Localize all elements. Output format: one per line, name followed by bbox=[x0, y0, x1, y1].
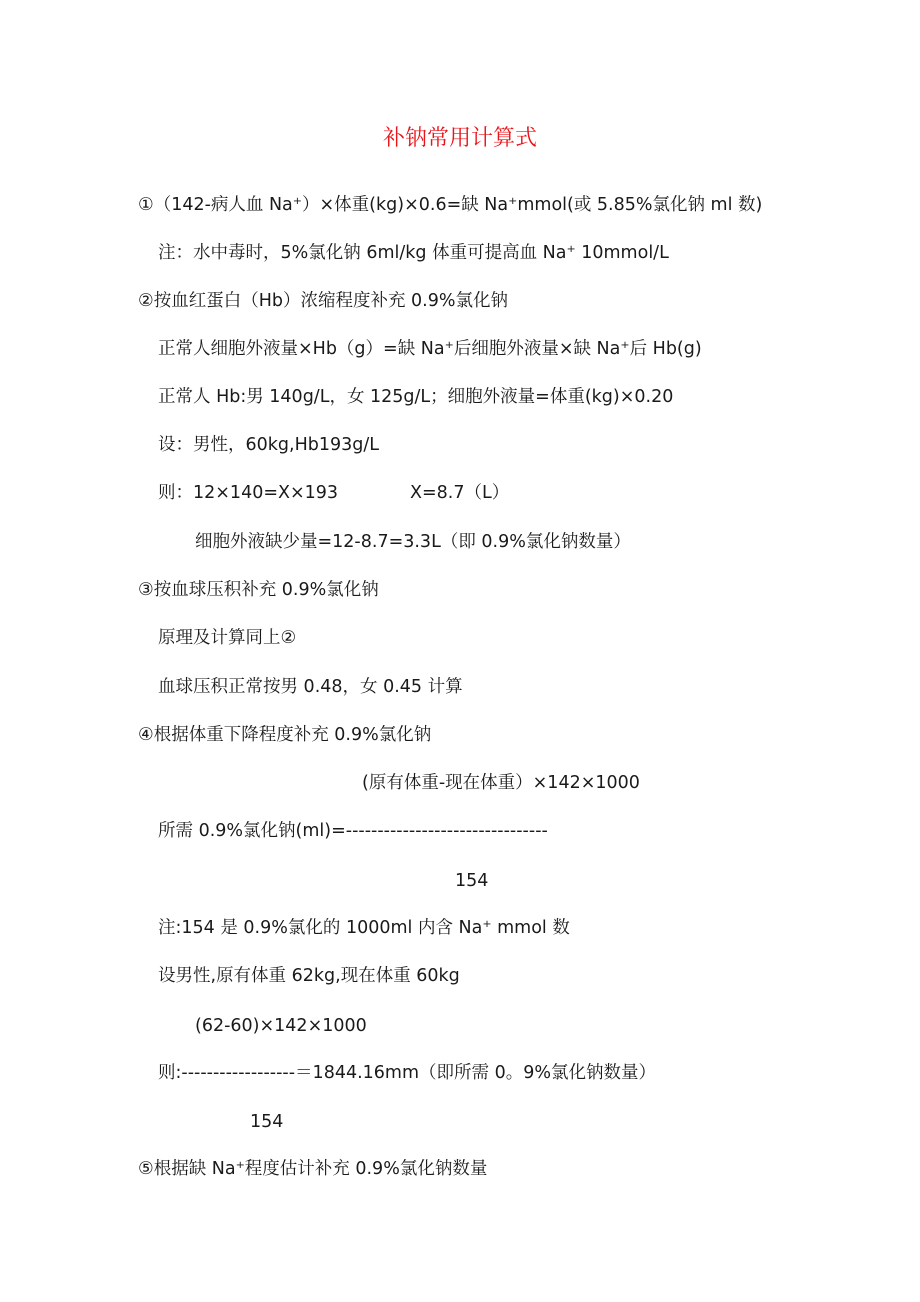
example-2-numerator: (62-60)×142×1000 bbox=[195, 1016, 367, 1036]
section-3-principle: 原理及计算同上② bbox=[158, 628, 297, 648]
normal-hb-values: 正常人 Hb:男 140g/L，女 125g/L；细胞外液量=体重(kg)×0.20 bbox=[158, 387, 674, 407]
fraction-numerator: (原有体重-现在体重）×142×1000 bbox=[362, 773, 640, 793]
example-result: X=8.7（L） bbox=[410, 483, 510, 503]
example-equation: 则：12×140=X×193 bbox=[158, 483, 339, 503]
section-4-heading: ④根据体重下降程度补充 0.9%氯化钠 bbox=[138, 725, 432, 745]
hb-formula: 正常人细胞外液量×Hb（g）=缺 Na⁺后细胞外液量×缺 Na⁺后 Hb(g) bbox=[158, 339, 702, 359]
section-2-heading: ②按血红蛋白（Hb）浓缩程度补充 0.9%氯化钠 bbox=[138, 291, 508, 311]
example-assumption: 设：男性，60kg,Hb193g/L bbox=[158, 435, 379, 455]
hematocrit-normal: 血球压积正常按男 0.48，女 0.45 计算 bbox=[158, 677, 463, 697]
example-2-result: 则:------------------＝1844.16mm（即所需 0。9%氯化钠数量） bbox=[158, 1063, 656, 1083]
formula-1: ①（142-病人血 Na⁺）×体重(kg)×0.6=缺 Na⁺mmol(或 5.85%氯化钠 ml 数) bbox=[138, 195, 763, 215]
section-3-heading: ③按血球压积补充 0.9%氯化钠 bbox=[138, 580, 379, 600]
example-2-assumption: 设男性,原有体重 62kg,现在体重 60kg bbox=[158, 966, 460, 986]
note-154: 注:154 是 0.9%氯化的 1000ml 内含 Na⁺ mmol 数 bbox=[158, 918, 570, 938]
note-water-intoxication: 注：水中毒时，5%氯化钠 6ml/kg 体重可提高血 Na⁺ 10mmol/L bbox=[158, 243, 669, 263]
fraction-line: 所需 0.9%氯化钠(ml)=-------------------------------- bbox=[158, 821, 548, 841]
section-5-heading: ⑤根据缺 Na⁺程度估计补充 0.9%氯化钠数量 bbox=[138, 1159, 488, 1179]
example-2-denominator: 154 bbox=[250, 1112, 284, 1132]
fraction-denominator: 154 bbox=[455, 871, 489, 891]
document-title: 补钠常用计算式 bbox=[382, 126, 537, 151]
ecf-deficit: 细胞外液缺少量=12-8.7=3.3L（即 0.9%氯化钠数量） bbox=[195, 532, 631, 552]
